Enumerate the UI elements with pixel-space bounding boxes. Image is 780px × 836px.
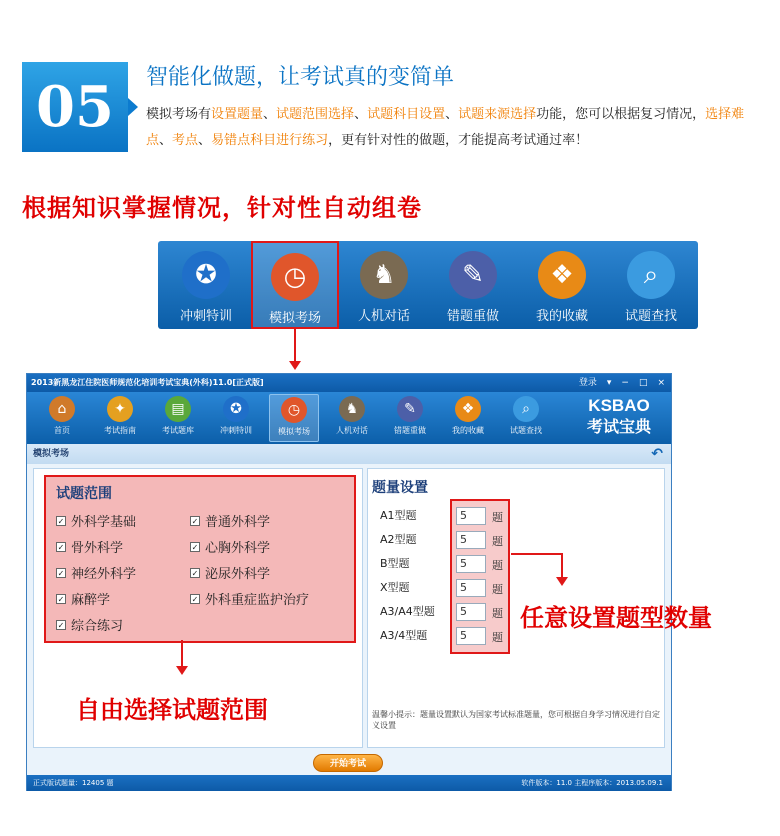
scope-checkbox-item[interactable] (190, 589, 309, 608)
toolbar-item-pen[interactable] (385, 394, 435, 442)
quantity-annotation: 任意设置题型数量 (520, 604, 712, 632)
scope-checkbox-label: 麻醉学 (71, 593, 111, 608)
toolbar-item-chess-knight[interactable] (327, 394, 377, 442)
sprint-icon: ✪ (223, 396, 249, 422)
connector-line (294, 329, 296, 363)
desc-text: 、 (198, 133, 212, 148)
toolbar-item-books[interactable] (153, 394, 203, 442)
quantity-unit: 题 (492, 583, 503, 596)
home-icon: ⌂ (49, 396, 75, 422)
quantity-input[interactable]: 5 (456, 507, 486, 525)
quantity-input[interactable]: 5 (456, 555, 486, 573)
quantity-row-label: A3/4型题 (380, 629, 428, 642)
scope-checkbox-item[interactable] (56, 563, 136, 582)
breadcrumb-label: 模拟考场 (33, 449, 70, 459)
scope-checkbox-item[interactable] (190, 563, 270, 582)
checkbox-check-icon[interactable]: ✓ (191, 542, 199, 552)
main-nav-bar (158, 241, 698, 329)
toolbar-item-home[interactable] (37, 394, 87, 442)
magnifier-icon: ⌕ (513, 396, 539, 422)
quantity-unit: 题 (492, 607, 503, 620)
close-icon[interactable]: × (657, 378, 665, 388)
logo-text-cn: 考试宝典 (586, 417, 651, 436)
nav-item-label: 我的收藏 (535, 309, 588, 324)
nav-item-label: 错题重做 (446, 309, 499, 324)
gift-box-icon: ❖ (538, 251, 586, 299)
feature-headline: 根据知识掌握情况，针对性自动组卷 (22, 194, 422, 222)
toolbar-item-sprint[interactable] (211, 394, 261, 442)
scope-checkbox-label: 外科重症监护治疗 (205, 593, 310, 608)
scope-checkbox-label: 神经外科学 (71, 567, 137, 582)
toolbar-item-label: 考试题库 (162, 426, 194, 435)
logo-text-en: KSBAO (588, 396, 650, 415)
toolbar-item-label: 试题查找 (510, 426, 542, 435)
app-window (26, 373, 672, 791)
scope-checkbox-item[interactable] (56, 589, 110, 608)
desc-highlight: 试题范围选择 (276, 107, 355, 122)
checkbox-check-icon[interactable]: ✓ (57, 542, 65, 552)
gift-box-icon: ❖ (455, 396, 481, 422)
section-title: 智能化做题，让考试真的变简单 (146, 65, 455, 90)
quantity-unit: 题 (492, 559, 503, 572)
status-question-count: 正式版试题量：12405 题 (33, 779, 114, 787)
quantity-input[interactable]: 5 (456, 579, 486, 597)
scope-checkbox-label: 普通外科学 (205, 515, 271, 530)
window-controls (579, 374, 665, 392)
toolbar-item-gift-box[interactable] (443, 394, 493, 442)
toolbar-item-label: 人机对话 (336, 426, 368, 435)
quantity-input[interactable]: 5 (456, 627, 486, 645)
nav-item-magnifier[interactable] (607, 241, 695, 329)
checkbox-check-icon[interactable]: ✓ (57, 594, 65, 604)
nav-item-label: 人机对话 (357, 309, 410, 324)
quantity-row-label: X型题 (380, 581, 410, 594)
desc-text: 、 (159, 133, 173, 148)
toolbar-item-magnifier[interactable] (501, 394, 551, 442)
app-toolbar (27, 392, 671, 444)
magnifier-icon: ⌕ (627, 251, 675, 299)
connector-arrowhead (289, 361, 301, 370)
nav-item-clock[interactable] (251, 241, 339, 329)
scope-checkbox-label: 骨外科学 (71, 541, 124, 556)
desc-text: 功能，您可以根据复习情况， (536, 107, 706, 122)
pen-icon: ✎ (449, 251, 497, 299)
pen-icon: ✎ (397, 396, 423, 422)
toolbar-item-label: 我的收藏 (452, 426, 484, 435)
qty-connector-v (561, 553, 563, 579)
nav-item-chess-knight[interactable] (340, 241, 428, 329)
checkbox-check-icon[interactable]: ✓ (57, 516, 65, 526)
sprint-icon: ✪ (182, 251, 230, 299)
quantity-row-label: B型题 (380, 557, 410, 570)
clock-icon: ◷ (271, 253, 319, 301)
books-icon: ▤ (165, 396, 191, 422)
desc-highlight: 试题来源选择 (458, 107, 537, 122)
quantity-unit: 题 (492, 631, 503, 644)
nav-item-label: 试题查找 (624, 309, 677, 324)
quantity-input[interactable]: 5 (456, 531, 486, 549)
toolbar-item-label: 冲刺特训 (220, 426, 252, 435)
scope-checkbox-item[interactable] (190, 537, 270, 556)
nav-item-sprint[interactable] (162, 241, 250, 329)
qty-connector-h (511, 553, 563, 555)
qty-connector-arrowhead (556, 577, 568, 586)
checkbox-check-icon[interactable]: ✓ (191, 568, 199, 578)
compass-icon: ✦ (107, 396, 133, 422)
scope-checkbox-label: 泌尿外科学 (205, 567, 271, 582)
quantity-title: 题量设置 (372, 480, 428, 496)
scope-connector-arrowhead (176, 666, 188, 675)
toolbar-item-label: 模拟考场 (278, 427, 310, 436)
chess-knight-icon: ♞ (339, 396, 365, 422)
nav-item-pen[interactable] (429, 241, 517, 329)
toolbar-item-compass[interactable] (95, 394, 145, 442)
quantity-unit: 题 (492, 511, 503, 524)
window-title-bar (27, 374, 671, 392)
scope-checkbox-item[interactable] (56, 511, 136, 530)
nav-item-label: 冲刺特训 (179, 309, 232, 324)
quantity-unit: 题 (492, 535, 503, 548)
desc-text: 、 (354, 107, 368, 122)
desc-highlight: 试题科目设置 (367, 107, 446, 122)
quantity-row-label: A2型题 (380, 533, 417, 546)
scope-title: 试题范围 (56, 486, 112, 502)
maximize-icon[interactable]: □ (638, 378, 648, 388)
section-description (146, 102, 766, 154)
nav-item-label: 模拟考场 (268, 311, 321, 326)
toolbar-item-clock[interactable] (269, 394, 319, 442)
checkbox-check-icon[interactable]: ✓ (57, 568, 65, 578)
status-bar (27, 775, 671, 791)
scope-highlight-box (44, 475, 356, 643)
back-arrow-icon[interactable]: ↶ (651, 446, 663, 462)
breadcrumb (27, 444, 671, 464)
scope-checkbox-item[interactable] (190, 511, 270, 530)
toolbar-item-label: 错题重做 (394, 426, 426, 435)
section-number-badge (22, 62, 128, 152)
scope-annotation: 自由选择试题范围 (76, 696, 268, 724)
nav-item-gift-box[interactable] (518, 241, 606, 329)
desc-text: 模拟考场有 (146, 107, 212, 122)
status-version: 软件版本：11.0 主程序版本：2013.05.09.1 (521, 779, 663, 787)
window-title: 2013新黑龙江住院医师规范化培训考试宝典(外科)11.0[正式版] (31, 378, 264, 387)
quantity-tip: 温馨小提示：题量设置默认为国家考试标准题量，您可根据自身学习情况进行自定义设置 (372, 710, 660, 730)
login-link[interactable]: 登录 (578, 378, 597, 388)
toolbar-item-label: 考试指南 (104, 426, 136, 435)
scope-checkbox-label: 心胸外科学 (205, 541, 271, 556)
quantity-row-label: A1型题 (380, 509, 417, 522)
desc-highlight: 选择难点 (146, 107, 745, 148)
start-exam-button[interactable]: 开始考试 (313, 754, 383, 772)
desc-text: ，更有针对性的做题，才能提高考试通过率！ (328, 133, 589, 148)
scope-checkbox-label: 外科学基础 (71, 515, 137, 530)
ksbao-logo (579, 396, 659, 437)
checkbox-check-icon[interactable]: ✓ (191, 594, 199, 604)
checkbox-check-icon[interactable]: ✓ (191, 516, 199, 526)
scope-checkbox-item[interactable] (56, 537, 123, 556)
desc-text: 、 (445, 107, 459, 122)
toolbar-item-label: 首页 (54, 426, 70, 435)
clock-icon: ◷ (281, 397, 307, 423)
section-number: 05 (36, 74, 114, 140)
desc-highlight: 考点 (172, 133, 199, 148)
desc-highlight: 易错点科目进行练习 (211, 133, 329, 148)
scope-checkbox-label: 综合练习 (71, 619, 124, 634)
quantity-row-label: A3/A4型题 (380, 605, 435, 618)
scope-connector-line (181, 640, 183, 668)
menu-dropdown-icon[interactable]: ▾ (606, 378, 612, 388)
scope-checkbox-item[interactable] (56, 615, 123, 634)
desc-highlight: 设置题量 (211, 107, 264, 122)
checkbox-check-icon[interactable]: ✓ (57, 620, 65, 630)
minimize-icon[interactable]: − (621, 378, 629, 388)
desc-text: 、 (263, 107, 277, 122)
chess-knight-icon: ♞ (360, 251, 408, 299)
quantity-input[interactable]: 5 (456, 603, 486, 621)
